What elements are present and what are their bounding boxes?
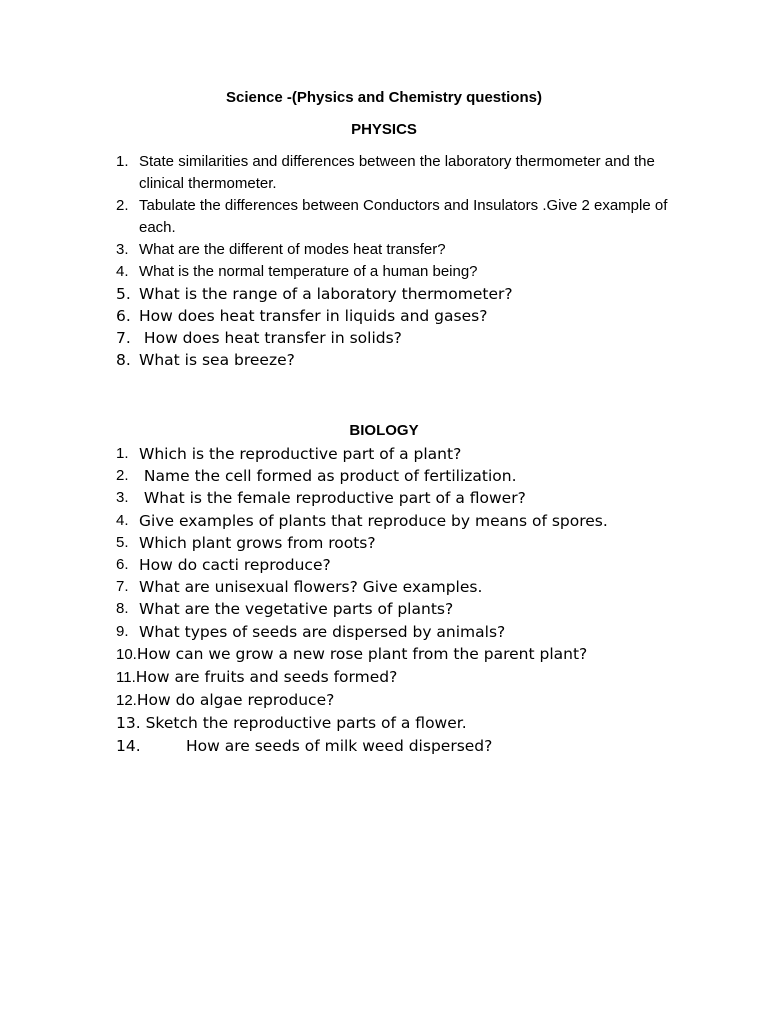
question-number: 1. xyxy=(116,445,129,462)
question-number: 3. xyxy=(116,489,129,507)
question-text: Tabulate the differences between Conductors and Insulators .Give 2 example of each. xyxy=(139,197,668,236)
biology-question xyxy=(116,510,676,532)
question-text: Give examples of plants that reproduce by means of spores. xyxy=(139,511,608,530)
physics-question xyxy=(116,305,676,327)
biology-heading: BIOLOGY xyxy=(349,422,419,439)
biology-question xyxy=(116,576,676,598)
biology-question xyxy=(116,532,676,554)
question-number: 7. xyxy=(116,578,129,596)
question-text: How can we grow a new rose plant from the parent plant? xyxy=(136,644,588,663)
physics-question xyxy=(116,327,676,349)
question-number: 11. xyxy=(116,669,136,687)
question-text: Which plant grows from roots? xyxy=(139,533,376,552)
question-number: 8. xyxy=(116,600,129,618)
document-title: Science -(Physics and Chemistry questions) xyxy=(226,89,542,106)
question-text: How are fruits and seeds formed? xyxy=(135,668,398,687)
question-number: 6. xyxy=(116,556,129,574)
question-text: How are seeds of milk weed dispersed? xyxy=(186,736,493,755)
question-number: 9. xyxy=(116,622,129,640)
biology-question xyxy=(116,621,676,643)
biology-question xyxy=(116,554,676,576)
question-number: 1. xyxy=(116,153,129,170)
question-text: What are unisexual flowers? Give examples. xyxy=(139,578,483,597)
physics-question xyxy=(116,195,676,239)
biology-question xyxy=(116,689,676,712)
question-number: 13. xyxy=(116,714,141,733)
question-number: 8. xyxy=(116,351,131,369)
question-number: 7. xyxy=(116,329,131,347)
physics-question xyxy=(116,151,676,195)
physics-heading: PHYSICS xyxy=(351,121,417,138)
question-text: Sketch the reproductive parts of a flower. xyxy=(140,714,467,733)
physics-question xyxy=(116,283,676,305)
question-number: 10. xyxy=(116,645,137,663)
question-text: How does heat transfer in liquids and gases? xyxy=(139,307,488,325)
question-number: 3. xyxy=(116,241,129,258)
biology-question xyxy=(116,643,676,666)
question-number: 2. xyxy=(116,197,129,214)
question-text: What types of seeds are dispersed by animals? xyxy=(139,622,506,641)
biology-question xyxy=(116,598,676,620)
question-number: 4. xyxy=(116,263,129,280)
physics-question-list xyxy=(116,151,676,371)
biology-question xyxy=(116,443,676,465)
question-text: What is the range of a laboratory thermometer? xyxy=(139,285,513,303)
biology-question xyxy=(116,487,676,509)
question-text: What is the normal temperature of a human being? xyxy=(139,263,478,280)
question-number: 12. xyxy=(116,692,137,710)
question-number: 14. xyxy=(116,736,141,755)
biology-question xyxy=(116,735,676,757)
question-text: Which is the reproductive part of a plant? xyxy=(139,445,462,463)
question-text: What is sea breeze? xyxy=(139,351,295,369)
question-text: What are the different of modes heat transfer? xyxy=(139,241,446,258)
question-text: How do algae reproduce? xyxy=(136,691,335,710)
question-text: What is the female reproductive part of a flower? xyxy=(139,489,526,508)
biology-question-list xyxy=(116,443,676,757)
question-number: 5. xyxy=(116,285,131,303)
question-number: 4. xyxy=(116,511,129,529)
biology-question xyxy=(116,712,676,734)
physics-question xyxy=(116,349,676,371)
question-text: What are the vegetative parts of plants? xyxy=(139,600,454,619)
question-number: 6. xyxy=(116,307,131,325)
question-number: 5. xyxy=(116,533,129,551)
question-number: 2. xyxy=(116,467,129,485)
question-text: Name the cell formed as product of fertilization. xyxy=(139,467,517,486)
physics-question xyxy=(116,239,676,261)
question-text: How does heat transfer in solids? xyxy=(139,329,402,347)
physics-question xyxy=(116,261,676,283)
biology-question xyxy=(116,666,676,689)
biology-question xyxy=(116,465,676,487)
question-text: State similarities and differences between the laboratory thermometer and the clinical thermometer. xyxy=(139,153,655,192)
question-text: How do cacti reproduce? xyxy=(139,556,331,575)
